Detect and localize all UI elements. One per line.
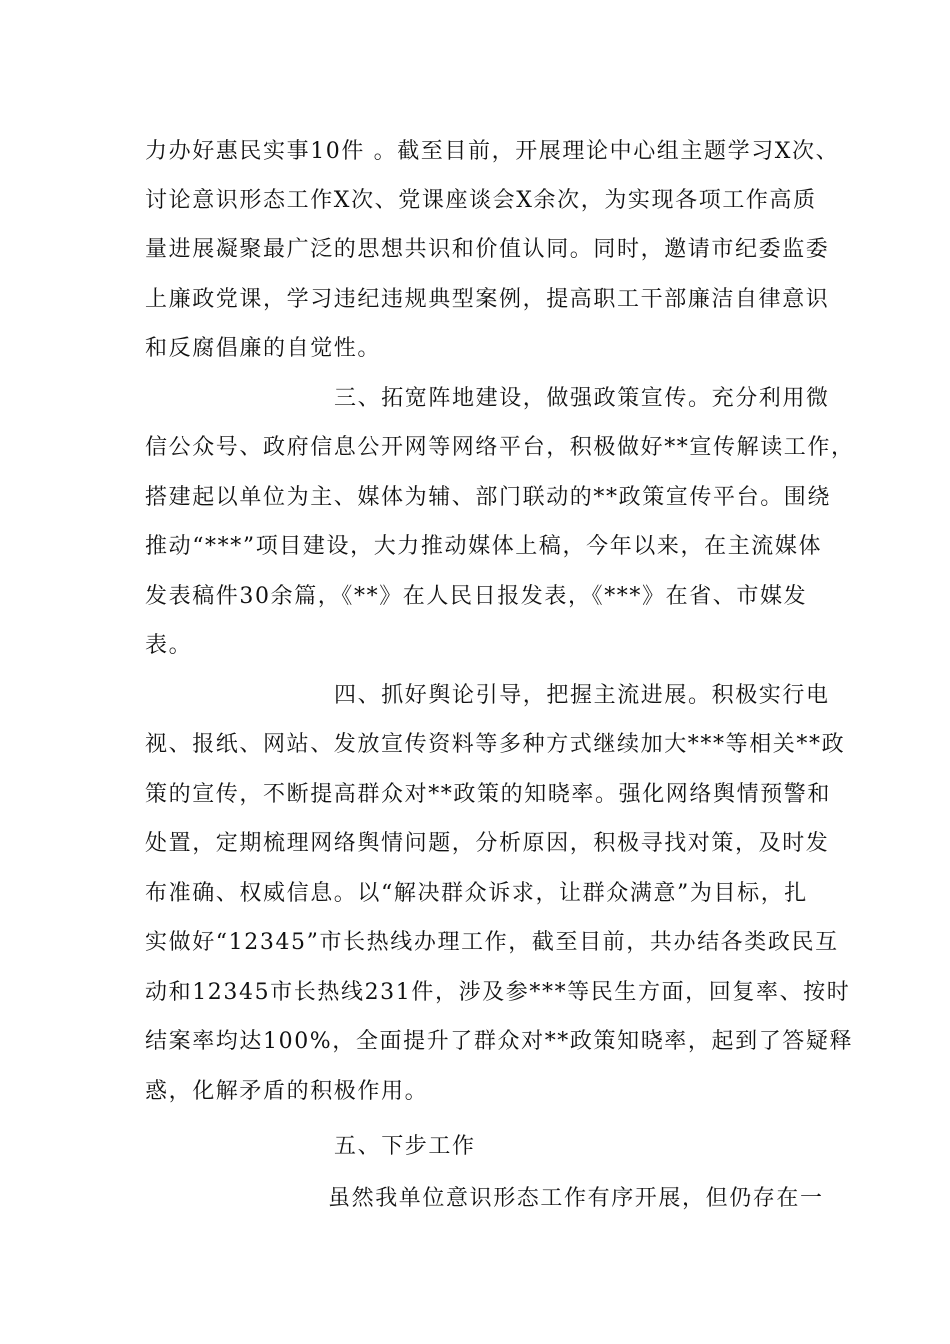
text-line: 惑，化解矛盾的积极作用。 xyxy=(145,1079,429,1104)
text-line: 表。 xyxy=(145,633,193,658)
text-line: 上廉政党课，学习违纪违规典型案例，提高职工干部廉洁自律意识 xyxy=(145,287,830,312)
text-line: 发表稿件30余篇，《**》在人民日报发表，《***》在省、市媒发 xyxy=(145,584,808,609)
text-line: 推动“***”项目建设，大力推动媒体上稿，今年以来，在主流媒体 xyxy=(145,534,823,559)
text-line: 动和12345市长热线231件，涉及参***等民生方面，回复率、按时 xyxy=(145,980,851,1005)
text-line: 策的宣传，不断提高群众对**政策的知晓率。强化网络舆情预警和 xyxy=(145,782,832,807)
text-line: 处置，定期梳理网络舆情问题，分析原因，积极寻找对策，及时发 xyxy=(145,831,830,856)
section-heading: 五、下步工作 xyxy=(334,1134,476,1159)
text-line: 和反腐倡廉的自觉性。 xyxy=(145,336,382,361)
text-line: 虽然我单位意识形态工作有序开展，但仍存在一 xyxy=(328,1186,824,1211)
text-line: 量进展凝聚最广泛的思想共识和价值认同。同时，邀请市纪委监委 xyxy=(145,237,830,262)
text-line: 结案率均达100%，全面提升了群众对**政策知晓率，起到了答疑释 xyxy=(145,1029,854,1054)
text-line: 布准确、权威信息。以“解决群众诉求，让群众满意”为目标，扎 xyxy=(145,881,808,906)
section-heading-line: 三、拓宽阵地建设，做强政策宣传。充分利用微 xyxy=(334,386,830,411)
text-line: 力办好惠民实事10件 。截至目前，开展理论中心组主题学习X次、 xyxy=(145,139,840,164)
text-line: 视、报纸、网站、发放宣传资料等多种方式继续加大***等相关**政 xyxy=(145,732,846,757)
section-heading-line: 四、抓好舆论引导，把握主流进展。积极实行电 xyxy=(334,683,830,708)
text-line: 实做好“12345”市长热线办理工作，截至目前，共办结各类政民互 xyxy=(145,930,839,955)
text-line: 信公众号、政府信息公开网等网络平台，积极做好**宣传解读工作， xyxy=(145,435,855,460)
text-line: 搭建起以单位为主、媒体为辅、部门联动的**政策宣传平台。围绕 xyxy=(145,485,832,510)
text-line: 讨论意识形态工作X次、党课座谈会X余次，为实现各项工作高质 xyxy=(145,188,817,213)
